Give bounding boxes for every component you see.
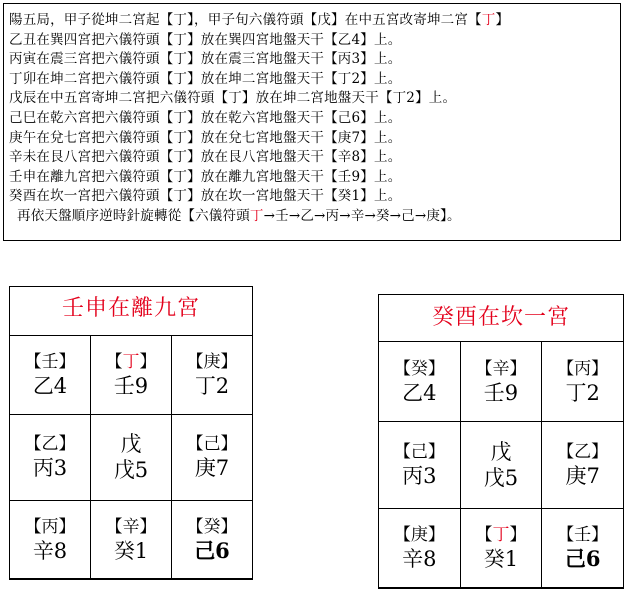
palace-cell: 【己】 丙3 — [379, 422, 461, 509]
text-line: 壬申在離九宮把六儀符頭【丁】放在離九宮地盤天干【壬9】上。 — [9, 168, 402, 185]
chart-panel-guiyou — [378, 294, 624, 588]
palace-cell: 【丁】 壬9 — [91, 336, 172, 415]
text-line-rotation: 再依天盤順序逆時針旋轉從【六儀符頭丁→壬→乙→丙→辛→癸→己→庚】。 — [17, 207, 461, 224]
text-line: 辛未在艮八宮把六儀符頭【丁】放在艮八宮地盤天干【辛8】上。 — [9, 149, 402, 166]
palace-grid — [378, 341, 624, 589]
text-line: 戊辰在中五宮寄坤二宮把六儀符頭【丁】放在坤二宮地盤天干【丁2】上。 — [9, 90, 457, 107]
palace-cell: 【壬】 乙4 — [10, 336, 91, 415]
palace-cell: 【己】 庚7 — [172, 415, 253, 501]
panel-title: 壬申在離九宮 — [61, 296, 200, 321]
palace-cell: 【丁】 癸1 — [460, 508, 542, 588]
text-line: 己巳在乾六宮把六儀符頭【丁】放在乾六宮地盤天干【己6】上。 — [9, 109, 402, 126]
palace-cell: 【辛】 壬9 — [460, 342, 542, 422]
text-line: 乙丑在巽四宮把六儀符頭【丁】放在巽四宮地盤天干【乙4】上。 — [9, 31, 402, 48]
palace-cell: 【庚】 辛8 — [379, 508, 461, 588]
palace-cell: 【癸】 己6 — [172, 500, 253, 579]
palace-cell: 【壬】 己6 — [542, 508, 624, 588]
text-line: 庚午在兌七宮把六儀符頭【丁】放在兌七宮地盤天干【庚7】上。 — [9, 129, 402, 146]
palace-cell: 【辛】 癸1 — [91, 500, 172, 579]
palace-cell: 【丙】 丁2 — [542, 342, 624, 422]
text-line: 丙寅在震三宮把六儀符頭【丁】放在震三宮地盤天干【丙3】上。 — [9, 51, 402, 68]
palace-grid — [9, 335, 253, 580]
palace-cell: 【乙】 庚7 — [542, 422, 624, 509]
chart-panel-renshen — [9, 286, 253, 579]
palace-cell-center: 戊 戊5 — [91, 415, 172, 501]
text-line: 丁卯在坤二宮把六儀符頭【丁】放在坤二宮地盤天干【丁2】上。 — [9, 70, 402, 87]
explanation-textbox — [3, 3, 621, 241]
palace-cell-center: 戊 戊5 — [460, 422, 542, 509]
palace-cell: 【癸】 乙4 — [379, 342, 461, 422]
text-line: 陽五局，甲子從坤二宮起【丁】，甲子旬六儀符頭【戊】在中五宮改寄坤二宮【丁】 — [9, 12, 510, 28]
palace-cell: 【庚】 丁2 — [172, 336, 253, 415]
palace-cell: 【乙】 丙3 — [10, 415, 91, 501]
panel-title: 癸酉在坎一宮 — [431, 305, 570, 330]
text-line: 癸酉在坎一宮把六儀符頭【丁】放在坎一宮地盤天干【癸1】上。 — [9, 188, 402, 205]
palace-cell: 【丙】 辛8 — [10, 500, 91, 579]
